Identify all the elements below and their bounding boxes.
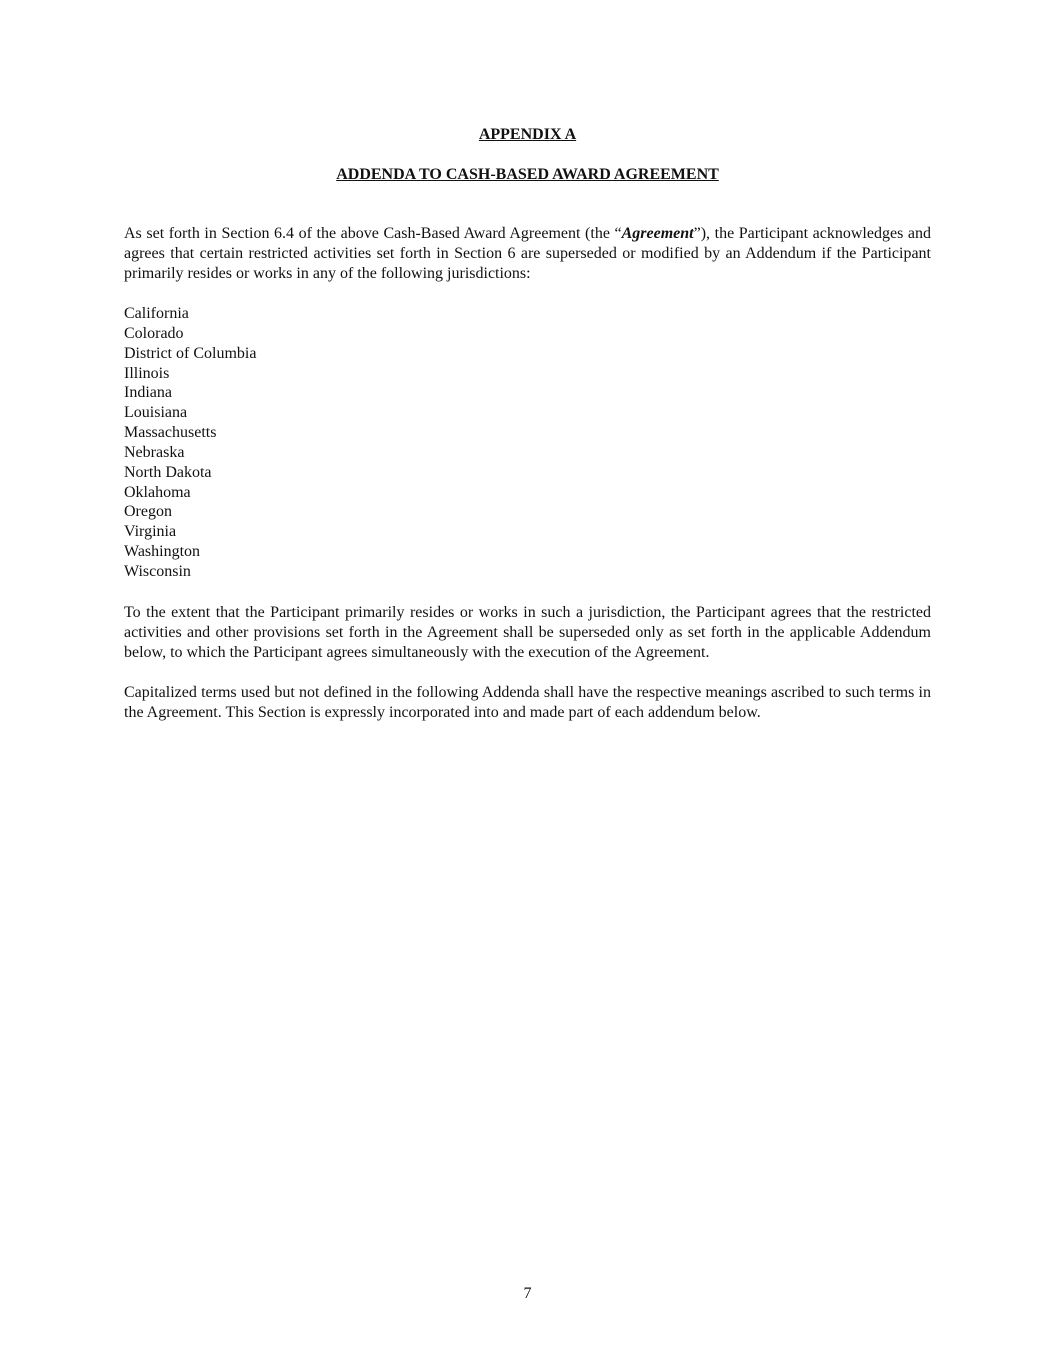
jurisdiction-list: [124, 304, 256, 582]
jurisdiction-item: Colorado: [124, 324, 184, 342]
jurisdiction-item: North Dakota: [124, 463, 212, 481]
jurisdiction-item: Louisiana: [124, 404, 188, 422]
jurisdiction-item: Indiana: [124, 384, 172, 402]
jurisdiction-item: Massachusetts: [124, 424, 217, 442]
jurisdiction-item: Nebraska: [124, 443, 185, 461]
appendix-title: APPENDIX A: [478, 126, 577, 143]
jurisdiction-item: Illinois: [124, 364, 170, 382]
jurisdiction-item: Oregon: [124, 503, 172, 521]
capitalized-terms-paragraph: Capitalized terms used but not defined in the following Addenda shall have the respective meanings ascribed to such terms in the Agreement. This Section is expressly incorporated into and made part of each addendum below.: [124, 684, 931, 721]
intro-text-after-term: ”), the Participant acknowledges and agrees that certain restricted activities set forth in Section 6 are superseded or modified by an Addendum if the Participant primarily resides or works in any of the following jurisdictions:: [124, 225, 931, 282]
defined-term-agreement: Agreement: [621, 225, 694, 242]
jurisdiction-item: Wisconsin: [124, 562, 191, 580]
page-number: 7: [523, 1285, 532, 1302]
intro-paragraph: [124, 224, 931, 284]
addenda-title: ADDENDA TO CASH-BASED AWARD AGREEMENT: [336, 166, 719, 183]
jurisdiction-item: Oklahoma: [124, 483, 191, 501]
intro-text-before-term: As set forth in Section 6.4 of the above Cash-Based Award Agreement (the “: [124, 225, 622, 242]
jurisdiction-item: California: [124, 305, 189, 322]
extent-paragraph: To the extent that the Participant primarily resides or works in such a jurisdiction, the Participant agrees that the restricted activities and other provisions set forth in the Agreement shall be superseded only as set forth in the applicable Addendum below, to which the Participant agrees simultaneously with the execution of the Agreement.: [124, 604, 931, 661]
jurisdiction-item: Virginia: [124, 523, 177, 541]
jurisdiction-item: District of Columbia: [124, 344, 257, 362]
jurisdiction-item: Washington: [124, 543, 201, 561]
